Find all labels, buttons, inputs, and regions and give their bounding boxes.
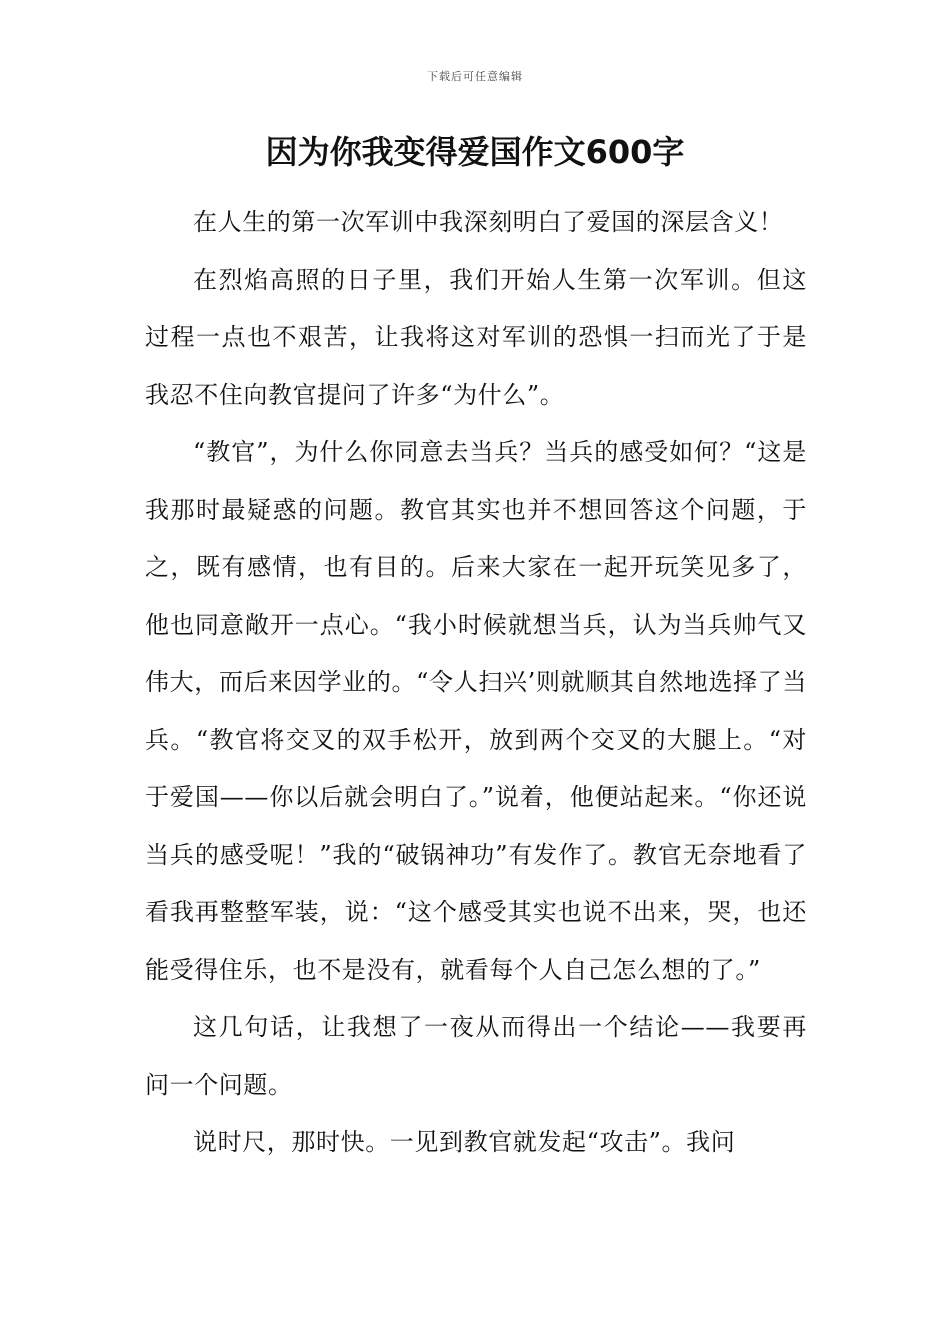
- paragraph-2: 在烈焰高照的日子里，我们开始人生第一次军训。但这过程一点也不艰苦，让我将这对军训的恐惧一扫而光了于是我忍不住向教官提问了许多“为什么”。: [145, 265, 807, 409]
- paragraph-5: 说时尺，那时快。一见到教官就发起“攻击”。我问: [193, 1128, 736, 1156]
- header-note: 下载后可任意编辑: [427, 70, 523, 83]
- paragraph-3: “教官”，为什么你同意去当兵？当兵的感受如何？“这是我那时最疑惑的问题。教官其实也并不想回答这个问题，于之，既有感情，也有目的。后来大家在一起开玩笑见多了，他也同意敞开一点心。“我小时候就想当兵，认为当兵帅气又伟大，而后来因学业的。“令人扫兴’则就顺其自然地选择了当兵。“教官将交叉的双手松开，放到两个交叉的大腿上。“对于爱国——你以后就会明白了。”说着，他便站起来。“你还说当兵的感受呢！”我的“破锅神功”有发作了。教官无奈地看了看我再整整军装，说：“这个感受其实也说不出来，哭，也还能受得住乐，也不是没有，就看每个人自己怎么想的了。”: [145, 438, 807, 984]
- document-body: [145, 194, 807, 1172]
- paragraph-4: 这几句话，让我想了一夜从而得出一个结论——我要再问一个问题。: [145, 1013, 807, 1099]
- document-title: 因为你我变得爱国作文600字: [265, 133, 685, 171]
- paragraph-1: 在人生的第一次军训中我深刻明白了爱国的深层含义！: [193, 208, 784, 236]
